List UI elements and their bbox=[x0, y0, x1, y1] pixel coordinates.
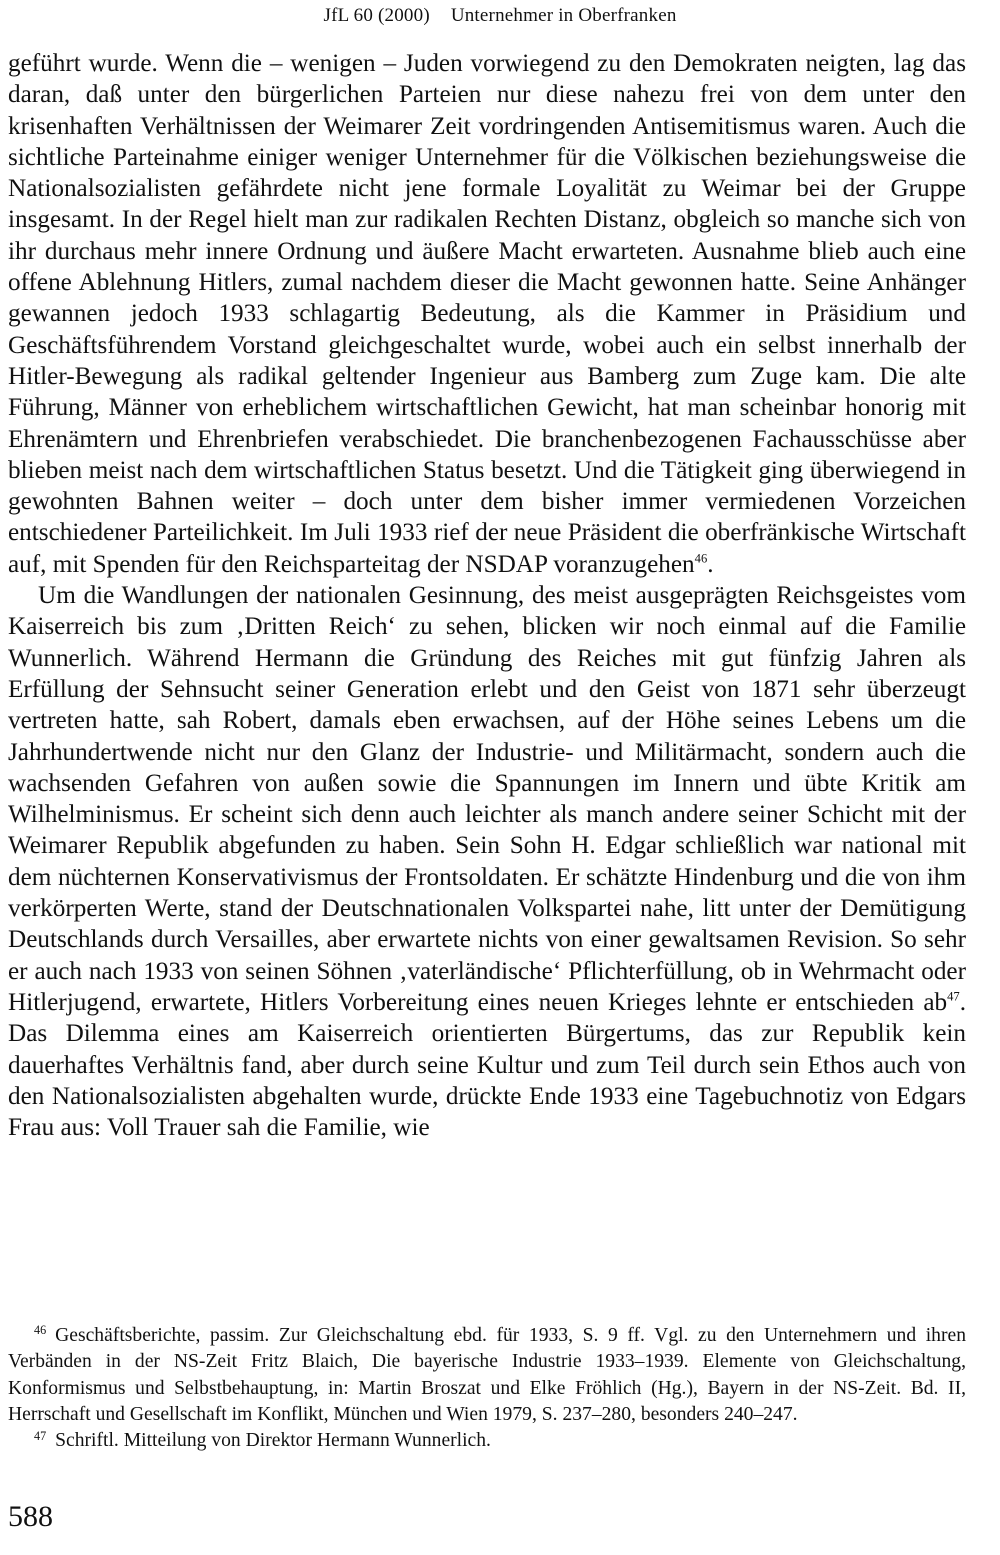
footnote-46 bbox=[8, 1323, 966, 1428]
paragraph-1-end: . bbox=[707, 550, 714, 578]
paragraph-2 bbox=[8, 580, 966, 1143]
footnote-46-number: 46 bbox=[34, 1323, 47, 1338]
page-number: 588 bbox=[8, 1500, 53, 1533]
body-text bbox=[8, 48, 966, 1143]
paragraph-2-text-a: Um die Wandlungen der nationalen Gesinnung, des meist ausgeprägten Reichsgeistes vom Kaiserreich bis zum ‚Dritten Reich‘ zu sehen, blicken wir noch einmal auf die Familie Wunnerlich. Während Hermann die Gründung des Reiches mit gut fünfzig Jahren als Erfüllung der Sehnsucht seiner Generation erlebt und den Geist von 1871 sehr überzeugt vertreten hatte, sah Robert, damals eben erwachsen, auf der Höhe seines Lebens um die Jahrhundertwende nicht nur den Glanz der Industrie- und Militärmacht, sondern auch die wachsenden Gefahren von außen sowie die Spannungen im Innern und übte Kritik am Wilhelminismus. Er scheint sich denn auch leichter als manch andere seiner Schicht mit der Weimarer Republik abgefunden zu haben. Sein Sohn H. Edgar schließlich war national mit dem nüchternen Konservativismus der Frontsoldaten. Er schätzte Hindenburg und die von ihm verkörperten Werte, stand der Deutschnationalen Volkspartei nahe, litt unter der Demütigung Deutschlands durch Versailles, aber erwartete nichts von einer gewaltsamen Revision. So sehr er auch nach 1933 von seinen Söhnen ‚vaterländische‘ Pflichterfüllung, ob in Wehrmacht oder Hitlerjugend, erwartete, Hitlers Vorbereitung eines neuen Krieges lehnte er entschieden ab bbox=[8, 582, 966, 1016]
paragraph-1 bbox=[8, 48, 966, 580]
footnote-46-text: Geschäftsberichte, passim. Zur Gleichschaltung ebd. für 1933, S. 9 ff. Vgl. zu den Unternehmern und ihren Verbänden in der NS-Zeit Fritz Blaich, Die bayerische Industrie 1933–1939. Elemente von Gleichschaltung, Konformismus und Selbstbehauptung, in: Martin Broszat und Elke Fröhlich (Hg.), Bayern in der NS-Zeit. Bd. II, Herrschaft und Gesellschaft im Konflikt, München und Wien 1979, S. 237–280, besonders 240–247. bbox=[8, 1325, 966, 1425]
footnote-47 bbox=[8, 1428, 966, 1454]
footnote-47-text: Schriftl. Mitteilung von Direktor Hermann Wunnerlich. bbox=[55, 1430, 491, 1452]
paragraph-2-text-b: . Das Dilemma eines am Kaiserreich orientierten Bürgertums, das zur Republik kein dauerhaftes Verhältnis fand, aber durch seine Kultur und zum Teil durch sein Ethos auch von den Nationalsozialisten abgehalten wurde, drückte Ende 1933 eine Tagebuchnotiz von Edgars Frau aus: Voll Trauer sah die Familie, wie bbox=[8, 988, 966, 1142]
footnotes bbox=[8, 1323, 966, 1454]
footnote-ref-46[interactable]: 46 bbox=[694, 551, 708, 566]
footnote-ref-47[interactable]: 47 bbox=[947, 989, 960, 1004]
paragraph-1-text: geführt wurde. Wenn die – wenigen – Juden vorwiegend zu den Demokraten neigten, lag das daran, daß unter den bürgerlichen Parteien nur diese nahezu frei von dem unter den krisenhaften Verhältnissen der Weimarer Zeit vordringenden Antisemitismus waren. Auch die sichtliche Parteinahme einiger weniger Unternehmer für die Völkischen beziehungsweise die Nationalsozialisten gefährdete nicht jene formale Loyalität zu Weimar bei der Gruppe insgesamt. In der Regel hielt man zur radikalen Rechten Distanz, obgleich so manche sich von ihr durchaus mehr innere Ordnung und äußere Macht erwarteten. Ausnahme blieb auch eine offene Ablehnung Hitlers, zumal nachdem dieser die Macht gewonnen hatte. Seine Anhänger gewannen jedoch 1933 schlagartig Bedeutung, als die Kammer in Präsidium und Geschäftsführendem Vorstand gleichgeschaltet wurde, wobei auch ein selbst innerhalb der Hitler-Bewegung als radikal geltender Ingenieur aus Bamberg zum Zuge kam. Die alte Führung, Männer von erheblichem wirtschaftlichen Gewicht, hat man scheinbar honorig mit Ehrenämtern und Ehrenbriefen verabschiedet. Die branchenbezogenen Fachausschüsse aber blieben meist nach dem wirtschaftlichen Status besetzt. Und die Tätigkeit ging überwiegend in gewohnten Bahnen weiter – doch unter dem bisher immer vermiedenen Vorzeichen entschiedener Parteilichkeit. Im Juli 1933 rief der neue Präsident die oberfränkische Wirtschaft auf, mit Spenden für den Reichsparteitag der NSDAP voranzugehen bbox=[8, 50, 966, 578]
article-title: Unternehmer in Oberfranken bbox=[450, 5, 677, 26]
footnote-47-number: 47 bbox=[34, 1428, 47, 1443]
journal-citation: JfL 60 (2000) bbox=[323, 5, 430, 26]
running-header bbox=[0, 5, 1000, 27]
